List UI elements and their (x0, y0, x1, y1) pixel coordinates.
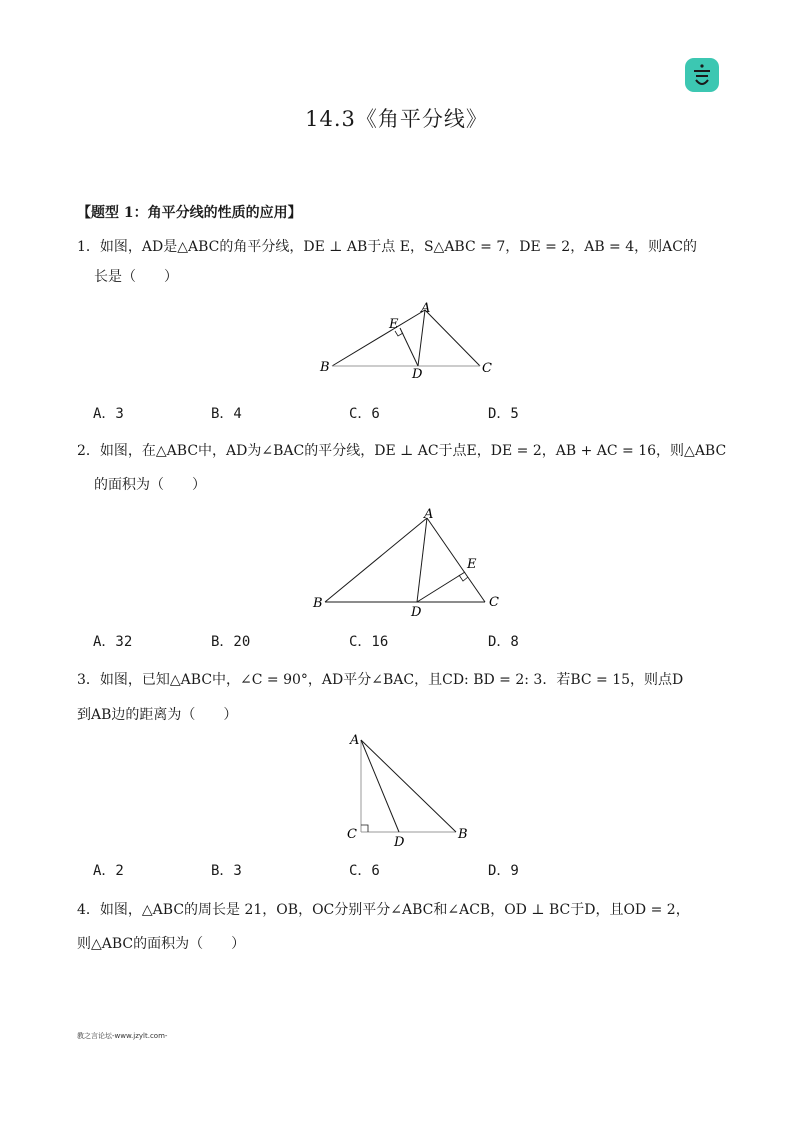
question-2-text: 2．如图，在△ABC中，AD为∠BAC的平分线，DE ⊥ AC于点E，DE = 2，AB + AC = 16，则△ABC (77, 443, 727, 459)
document-logo-icon (685, 58, 719, 92)
q2-label-d: D (411, 605, 422, 620)
question-1-text: 1．如图，AD是△ABC的角平分线，DE ⊥ AB于点 E，S△ABC = 7，DE = 2，AB = 4，则AC的 (77, 239, 697, 255)
question-3-option-c[interactable]: C．6 (349, 863, 380, 879)
q3-segment-ab (361, 740, 456, 832)
q1-label-b: B (320, 360, 330, 375)
q1-label-d: D (412, 367, 423, 382)
q1-label-e: E (389, 317, 399, 332)
question-2-option-d[interactable]: D．8 (488, 634, 519, 650)
question-3-text: 3．如图，已知△ABC中，∠C = 90°，AD平分∠BAC，且CD: BD = 2: 3．若BC = 15，则点D (77, 672, 684, 688)
q1-segment-de (400, 328, 418, 366)
page-title: 14.3《角平分线》 (305, 107, 488, 131)
q1-label-c: C (482, 361, 492, 376)
logo-glyph (685, 58, 719, 92)
question-4-text-cont: 则△ABC的面积为（ ） (77, 936, 246, 952)
q1-segment-ad (418, 310, 425, 366)
page-footer: 教之言论坛-www.jzylt.com- (77, 1032, 168, 1040)
question-2-option-c[interactable]: C．16 (349, 634, 389, 650)
q2-segment-ab (325, 518, 427, 602)
q1-label-a: A (421, 301, 431, 316)
question-3-option-b[interactable]: B．3 (211, 863, 242, 879)
question-2-text-cont: 的面积为（ ） (94, 477, 206, 493)
question-1-option-d[interactable]: D．5 (488, 406, 519, 422)
q2-label-c: C (489, 595, 499, 610)
question-2-figure (305, 500, 515, 622)
q3-label-d: D (394, 835, 405, 850)
question-1-figure (310, 298, 510, 384)
q3-label-c: C (347, 827, 357, 842)
question-4-text: 4．如图，△ABC的周长是 21，OB，OC分别平分∠ABC和∠ACB，OD ⊥ BC于D，且OD = 2， (77, 902, 690, 918)
q2-label-e: E (467, 557, 477, 572)
question-1-option-b[interactable]: B．4 (211, 406, 242, 422)
question-1-text-cont: 长是（ ） (94, 269, 178, 285)
question-2-option-a[interactable]: A．32 (93, 634, 133, 650)
question-3-figure (340, 728, 480, 852)
q3-label-a: A (350, 733, 360, 748)
question-1-option-a[interactable]: A．3 (93, 406, 124, 422)
question-3-option-a[interactable]: A．2 (93, 863, 124, 879)
q3-label-b: B (458, 827, 468, 842)
question-3-option-d[interactable]: D．9 (488, 863, 519, 879)
q1-segment-ac (425, 310, 480, 366)
q1-segment-ab (332, 310, 425, 366)
section-heading: 【题型 1：角平分线的性质的应用】 (77, 205, 302, 221)
question-1-option-c[interactable]: C．6 (349, 406, 380, 422)
q3-segment-ad (361, 740, 399, 832)
q2-segment-de (417, 572, 465, 602)
q2-label-a: A (424, 507, 434, 522)
question-2-option-b[interactable]: B．20 (211, 634, 251, 650)
question-3-text-cont: 到AB边的距离为（ ） (77, 707, 238, 723)
q3-right-angle-mark (361, 825, 368, 832)
q2-segment-ad (417, 518, 427, 602)
q2-label-b: B (313, 596, 323, 611)
